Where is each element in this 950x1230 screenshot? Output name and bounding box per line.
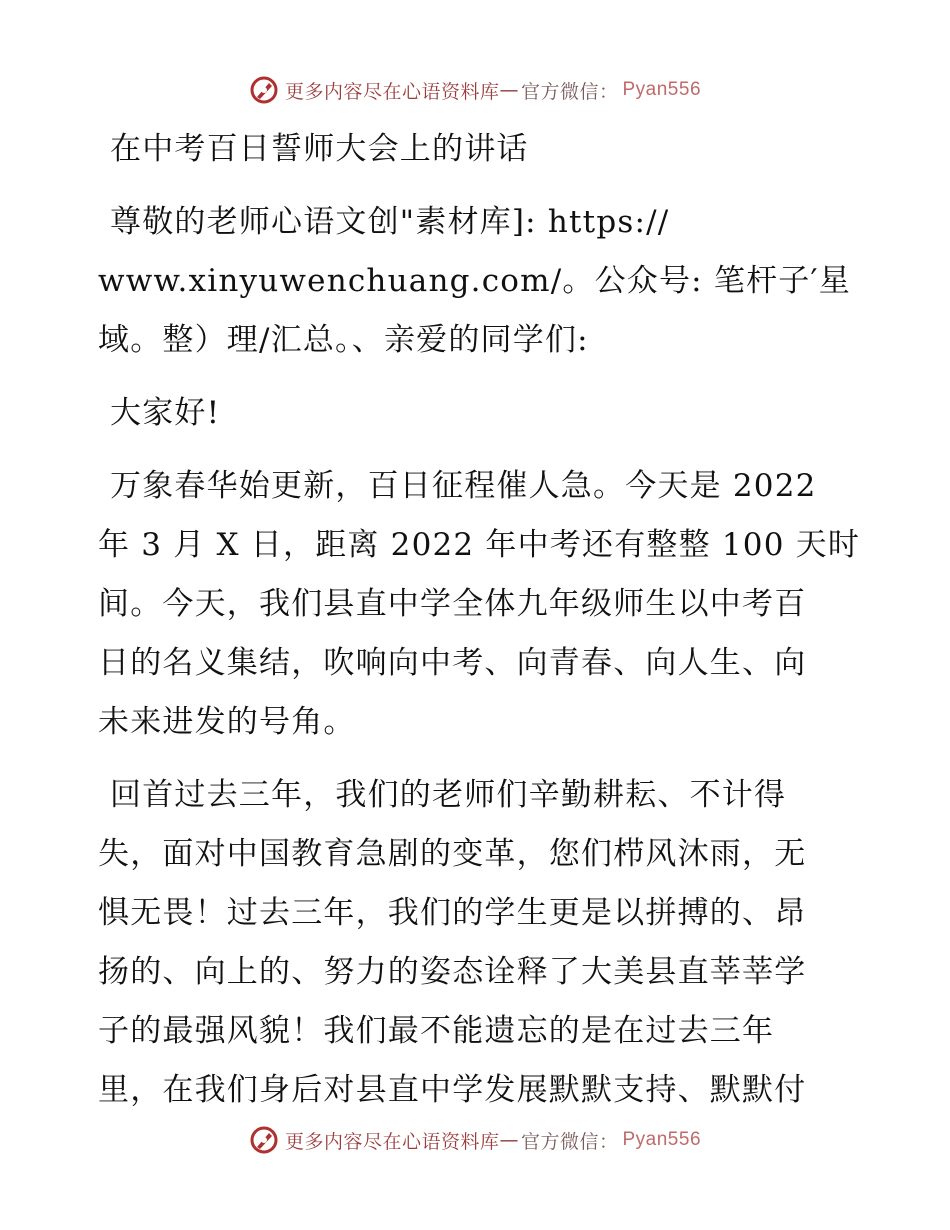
banner-wechat-id: Pyan556 (622, 79, 702, 100)
paragraph-line: 子的最强风貌！我们最不能遗忘的是在过去三年 (98, 1013, 775, 1049)
paragraph-line: 域。整）理/汇总。、亲爱的同学们: (98, 322, 589, 358)
document-title: 在中考百日誓师大会上的讲话 (110, 131, 529, 167)
paragraph-line: 失，面对中国教育急剧的变革，您们栉风沐雨，无 (98, 836, 807, 872)
paragraph-line: 大家好! (110, 395, 221, 431)
pen-logo-icon (249, 75, 279, 105)
banner-brand-text: 更多内容尽在心语资料库 (284, 1130, 500, 1153)
paragraph-line: 尊敬的老师心语文创"素材库]: https:// (110, 204, 670, 240)
banner-wechat-label: 官方微信： (520, 1130, 619, 1153)
footer-banner (0, 1120, 950, 1160)
paragraph-line: 惧无畏！过去三年，我们的学生更是以拼搏的、昂 (98, 895, 807, 931)
paragraph-opening (98, 457, 861, 752)
paragraph-line: 日的名义集结，吹响向中考、向青春、向人生、向 (98, 645, 807, 681)
banner-dash: — (499, 79, 519, 101)
paragraph-line: 万象春华始更新，百日征程催人急。今天是 2022 (110, 468, 817, 504)
paragraph-line: 间。今天，我们县直中学全体九年级师生以中考百 (98, 586, 807, 622)
header-banner (0, 70, 950, 110)
document-body (98, 120, 861, 1120)
banner-brand-text: 更多内容尽在心语资料库 (284, 80, 500, 103)
banner-wechat-label: 官方微信： (520, 80, 619, 103)
paragraph-line: 里，在我们身后对县直中学发展默默支持、默默付 (98, 1072, 807, 1108)
paragraph-line: 回首过去三年，我们的老师们辛勤耕耘、不计得 (110, 777, 787, 813)
paragraph-line: 未来进发的号角。 (98, 704, 356, 740)
banner-dash: — (499, 1129, 519, 1151)
paragraph-review (98, 766, 858, 1120)
paragraph-line: 扬的、向上的、努力的姿态诠释了大美县直莘莘学 (98, 954, 807, 990)
pen-logo-icon (249, 1125, 279, 1155)
banner-wechat-id: Pyan556 (622, 1129, 702, 1150)
paragraph-line: www.xinyuwenchuang.com/。公众号: 笔杆子′星 (98, 263, 851, 299)
paragraph-salutation (98, 193, 858, 370)
paragraph-greeting (98, 384, 858, 443)
paragraph-line: 年 3 月 X 日，距离 2022 年中考还有整整 100 天时 (98, 527, 861, 563)
